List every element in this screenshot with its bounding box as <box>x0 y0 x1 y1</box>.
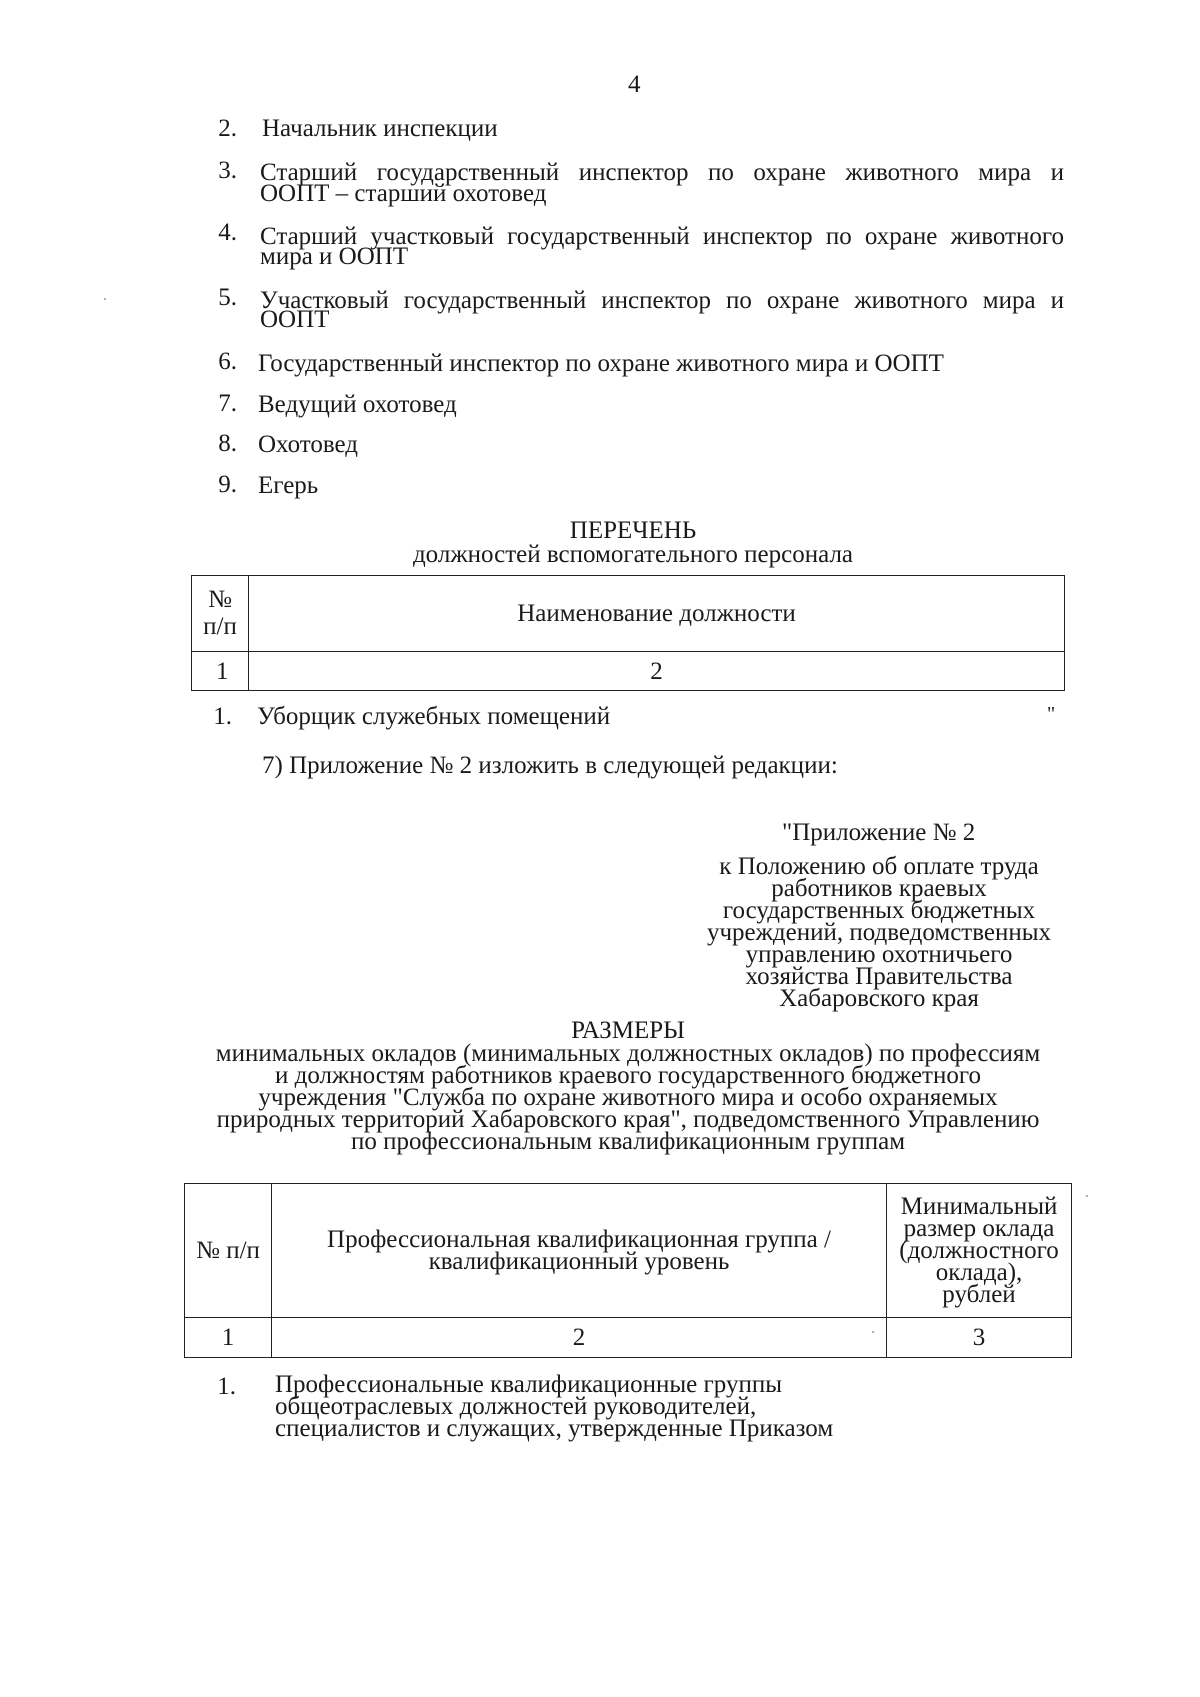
scan-speck <box>104 298 106 300</box>
list-item-number: 8. <box>218 430 237 457</box>
table-header-position-name: Наименование должности <box>249 576 1065 652</box>
list-item-number: 3. <box>218 157 237 184</box>
header-salary-line: рублей <box>942 1280 1016 1308</box>
list-item-text-line2: ООПТ <box>260 306 330 333</box>
razmery-description-line: по профессиональным квалификационным группам <box>350 1128 906 1155</box>
header-salary-line: размер оклада <box>903 1214 1055 1242</box>
scan-speck <box>1086 1195 1088 1197</box>
table-column-index-1: 1 <box>192 652 249 691</box>
razmery-description-line: природных территорий Хабаровского края", подведомственного Управлению <box>216 1106 1040 1133</box>
list-item-text-line1: Старший государственный инспектор по охране животного мира и <box>260 159 1064 186</box>
razmery-description-line: минимальных окладов (минимальных должностных окладов) по профессиям <box>215 1040 1041 1067</box>
salary-row-text <box>275 1371 834 1442</box>
list-item-number: 9. <box>218 471 237 498</box>
perechen-subtitle: должностей вспомогательного персонала <box>412 541 854 568</box>
razmery-description <box>180 1040 1076 1155</box>
table-row <box>192 652 1065 691</box>
header-salary-line: (должностного <box>899 1236 1059 1264</box>
header-number-sign: № <box>208 586 232 614</box>
header-group-line: Профессиональная квалификационная группа / <box>327 1225 831 1253</box>
header-group-line: квалификационный уровень <box>428 1247 730 1275</box>
appendix-caption <box>688 853 1070 1012</box>
list-item-text: Ведущий охотовед <box>258 391 457 418</box>
list-item-text: Охотовед <box>258 431 359 458</box>
appendix-caption-line: к Положению об оплате труда <box>719 853 1039 880</box>
list-item-text: Уборщик служебных помещений <box>257 703 611 730</box>
list-item-number: 7. <box>218 390 237 417</box>
list-item-number: 4. <box>218 219 237 246</box>
header-salary-line: Минимальный <box>900 1192 1058 1220</box>
appendix-title: "Приложение № 2 <box>782 819 976 846</box>
list-item-text: Начальник инспекции <box>262 115 498 142</box>
table-row <box>185 1318 1072 1358</box>
salary-table <box>184 1183 1072 1358</box>
salary-row-text-line: Профессиональные квалификационные группы <box>275 1371 783 1398</box>
list-item-text-line2: ООПТ – старший охотовед <box>260 180 547 207</box>
appendix-caption-line: государственных бюджетных <box>722 897 1036 924</box>
appendix-caption-line: хозяйства Правительства <box>745 963 1013 990</box>
list-item-text: Государственный инспектор по охране животного мира и ООПТ <box>258 350 944 377</box>
list-item-text-line1: Участковый государственный инспектор по охране животного мира и <box>260 287 1064 314</box>
table-column-index-2: 2 <box>249 652 1065 691</box>
table-header-salary <box>887 1184 1072 1318</box>
table-header-number: № п/п <box>185 1184 272 1318</box>
table-header-number <box>192 576 249 652</box>
header-number-abbr: п/п <box>203 612 237 640</box>
list-item-text: Егерь <box>258 472 319 499</box>
list-item-number: 1. <box>213 703 232 730</box>
table-header-group <box>272 1184 887 1318</box>
page-number: 4 <box>628 71 641 98</box>
razmery-description-line: и должностям работников краевого государственного бюджетного <box>275 1062 981 1089</box>
salary-row-text-line: специалистов и служащих, утвержденные Приказом <box>275 1415 834 1442</box>
perechen-title: ПЕРЕЧЕНЬ <box>569 517 697 544</box>
list-item-text-line1: Старший участковый государственный инспектор по охране животного <box>260 223 1064 250</box>
list-item-text-line2: мира и ООПТ <box>260 243 409 270</box>
table-header-row <box>185 1184 1072 1318</box>
appendix-caption-line: учреждений, подведомственных <box>706 919 1052 946</box>
salary-row-text-line: общеотраслевых должностей руководителей, <box>275 1393 757 1420</box>
scan-speck <box>872 1331 874 1333</box>
table-header-row <box>192 576 1065 652</box>
positions-table <box>191 575 1065 691</box>
razmery-title: РАЗМЕРЫ <box>571 1017 685 1044</box>
table-column-index-1: 1 <box>185 1318 272 1358</box>
list-item-number: 2. <box>218 115 237 142</box>
table-column-index-2: 2 <box>272 1318 887 1358</box>
header-salary-line: оклада), <box>935 1258 1023 1286</box>
appendix-caption-line: управлению охотничьего <box>745 941 1013 968</box>
razmery-description-line: учреждения "Служба по охране животного мира и особо охраняемых <box>258 1084 998 1111</box>
table-column-index-3: 3 <box>887 1318 1072 1358</box>
appendix-caption-line: Хабаровского края <box>779 985 979 1012</box>
list-item-number: 5. <box>218 284 237 311</box>
instruction-text: 7) Приложение № 2 изложить в следующей редакции: <box>262 752 838 779</box>
closing-quote: " <box>1047 703 1056 725</box>
list-item-number: 6. <box>218 348 237 375</box>
appendix-caption-line: работников краевых <box>771 875 987 902</box>
list-item-number: 1. <box>217 1373 236 1400</box>
